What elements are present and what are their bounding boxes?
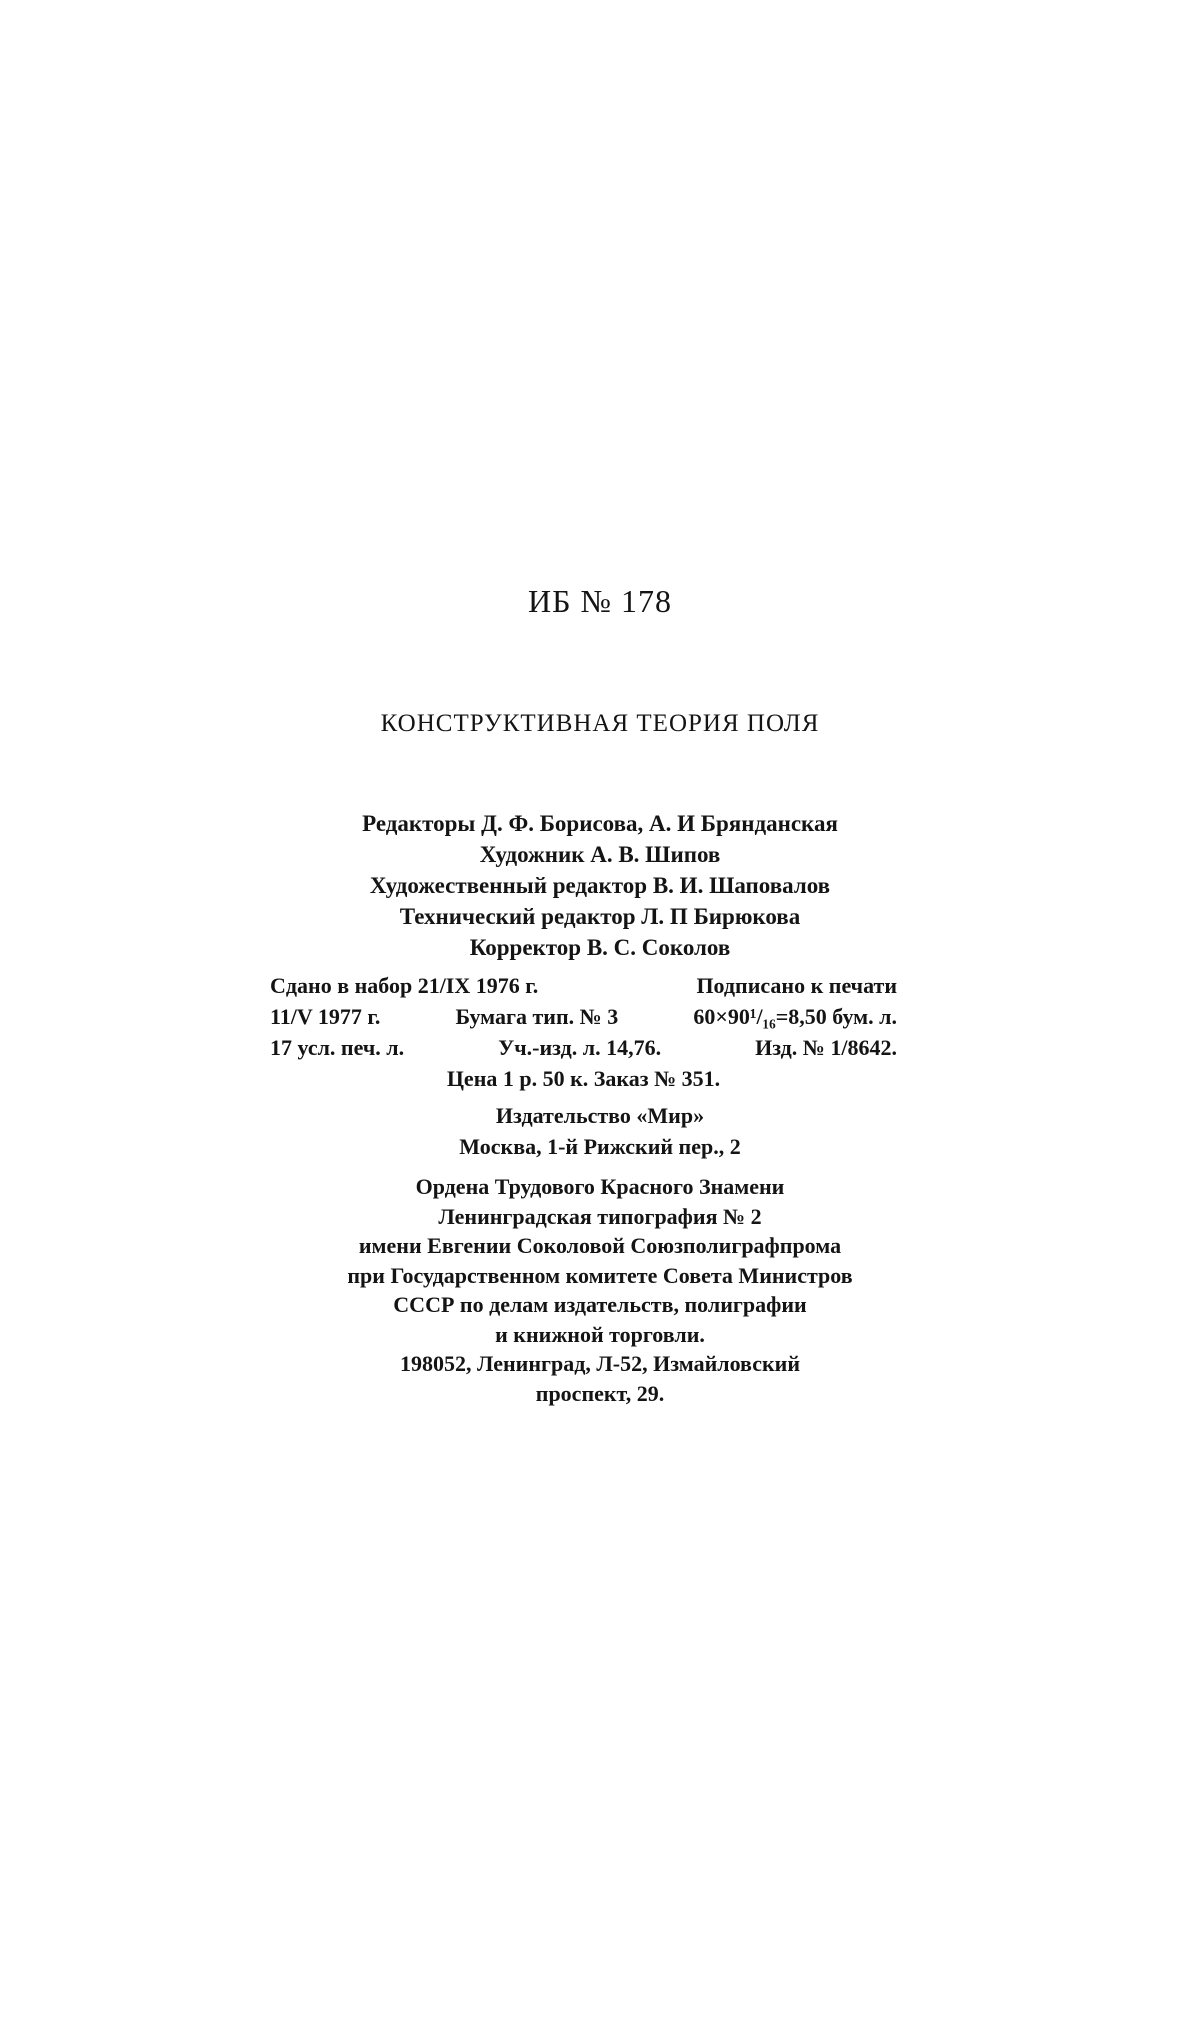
price-order-line: Цена 1 р. 50 к. Заказ № 351.	[446, 1066, 721, 1091]
printer-line: имени Евгении Соколовой Союзполиграфпрома	[358, 1233, 842, 1258]
imprint-line-3	[270, 1032, 897, 1063]
publisher-name: Издательство «Мир»	[495, 1103, 705, 1128]
printer-line: при Государственном комитете Совета Министров	[347, 1262, 853, 1288]
printer-line: и книжной торговли.	[495, 1321, 705, 1347]
tech-editor-line: Технический редактор Л. П Бирюкова	[399, 904, 801, 929]
typeset-date: Сдано в набор 21/IX 1976 г.	[270, 973, 539, 998]
imprint-line-2	[270, 1001, 897, 1032]
credits-block	[0, 808, 1200, 963]
printer-line: Ордена Трудового Красного Знамени	[415, 1174, 785, 1199]
paper-format: 60×90¹/₁₆=8,50 бум. л.	[693, 1004, 897, 1029]
printer-line: 198052, Ленинград, Л-52, Измайловский	[400, 1351, 800, 1376]
imprint-line-1	[270, 970, 897, 1001]
publisher-block	[0, 1100, 1200, 1162]
editors-line: Редакторы Д. Ф. Борисова, А. И Брянданская	[362, 811, 838, 836]
printed-sheets: 17 усл. печ. л.	[270, 1035, 405, 1060]
ib-number: ИБ № 178	[527, 583, 672, 619]
printer-line: проспект, 29.	[535, 1380, 665, 1406]
signed-to-print: Подписано к печати	[696, 973, 897, 998]
book-title: КОНСТРУКТИВНАЯ ТЕОРИЯ ПОЛЯ	[380, 710, 820, 737]
edition-number: Изд. № 1/8642.	[755, 1035, 897, 1060]
printer-line: СССР по делам издательств, полиграфии	[393, 1292, 807, 1317]
print-date: 11/V 1977 г.	[270, 1004, 381, 1029]
publisher-sheets: Уч.-изд. л. 14,76.	[498, 1035, 662, 1060]
proofreader-line: Корректор В. С. Соколов	[469, 935, 731, 960]
printer-line: Ленинградская типография № 2	[438, 1203, 762, 1229]
artist-line: Художник А. В. Шипов	[479, 842, 721, 867]
printer-block	[0, 1172, 1200, 1408]
paper-type: Бумага тип. № 3	[455, 1004, 619, 1029]
publisher-address: Москва, 1-й Рижский пер., 2	[459, 1134, 741, 1159]
art-editor-line: Художественный редактор В. И. Шаповалов	[369, 873, 831, 898]
imprint-block	[270, 970, 897, 1094]
